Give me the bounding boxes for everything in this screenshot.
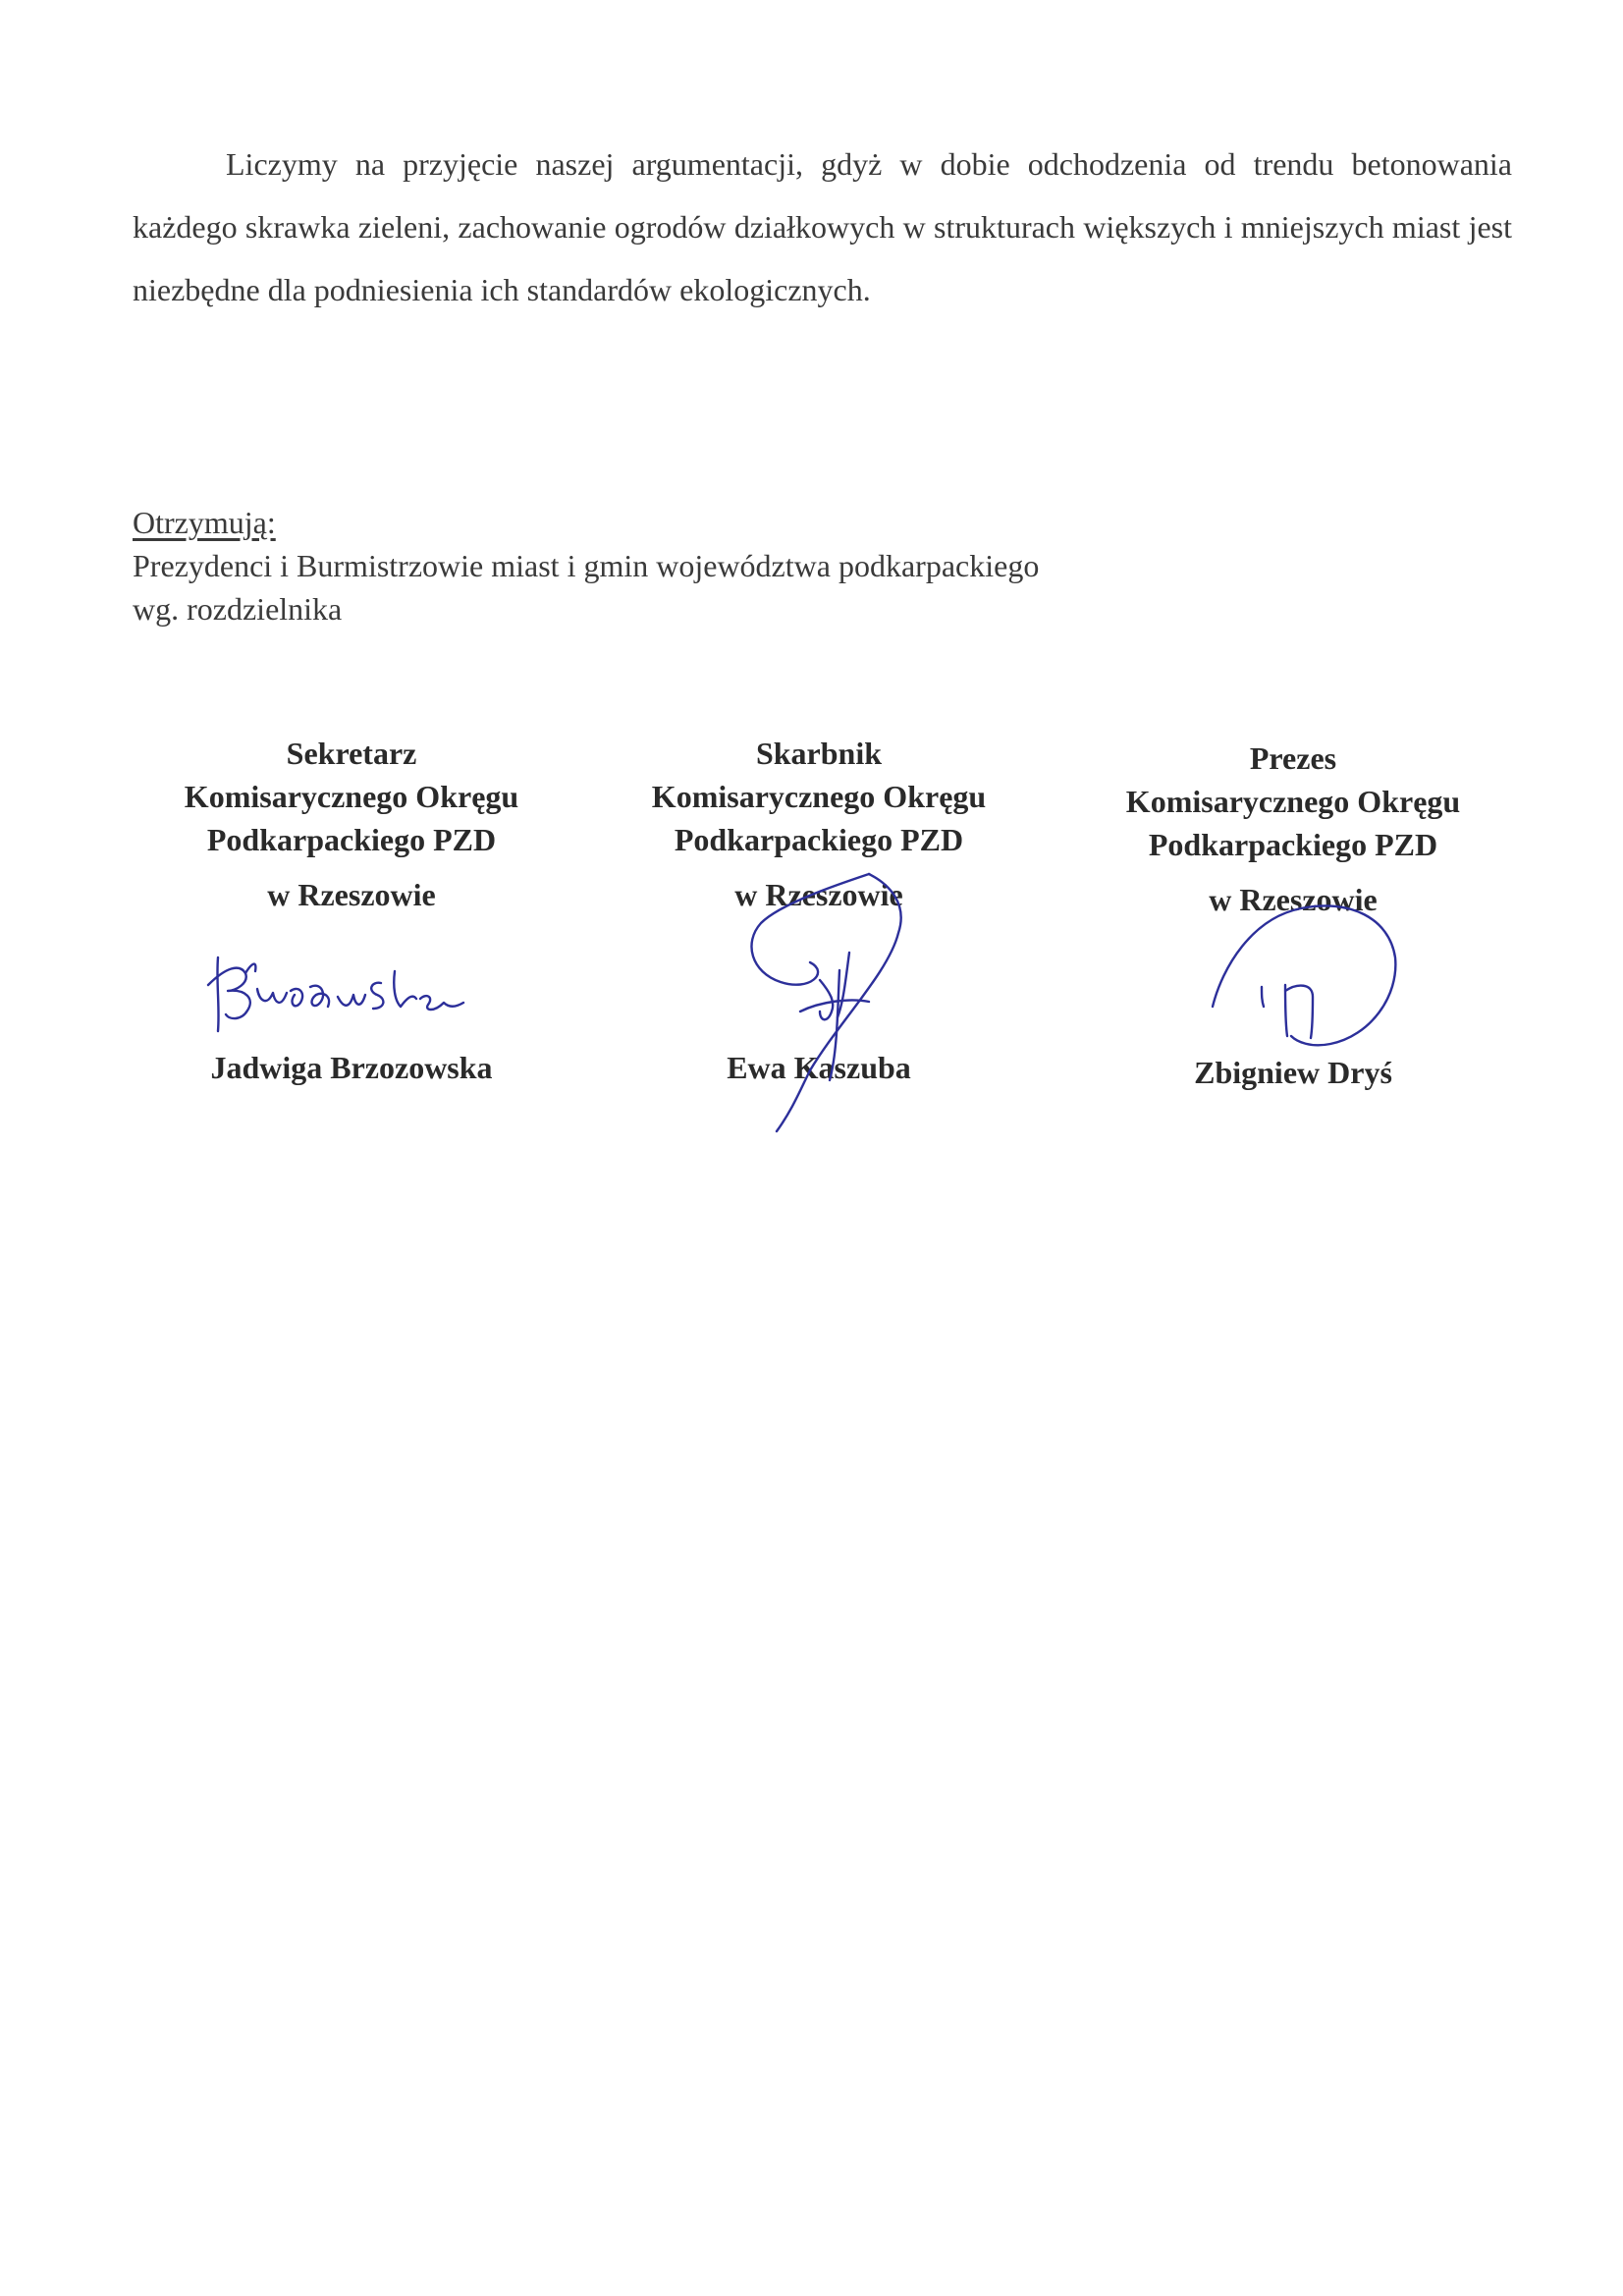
signatory-secretary xyxy=(121,732,582,1105)
recipients-section xyxy=(133,501,1039,630)
signatory-role: Prezes xyxy=(1249,740,1337,776)
recipients-distribution-note: wg. rozdzielnika xyxy=(133,591,343,627)
closing-paragraph: Liczymy na przyjęcie naszej argumentacji, gdyż w dobie odchodzenia od trendu betonowania każdego skrawka zieleni, zachowanie ogrodów działkowych w strukturach większych i mniejszych miast jest niezbędne dla podniesienia ich standardów ekologicznych. xyxy=(133,146,1512,307)
handwritten-signature-president xyxy=(1203,889,1409,1056)
signatory-city: w Rzeszowie xyxy=(734,877,903,912)
signatory-name: Ewa Kaszuba xyxy=(727,1050,911,1085)
signatory-city: w Rzeszowie xyxy=(267,877,436,912)
handwritten-signature-secretary xyxy=(206,938,491,1046)
recipients-heading: Otrzymują: xyxy=(133,505,276,540)
handwritten-signature-treasurer xyxy=(722,864,938,1139)
signatory-city: w Rzeszowie xyxy=(1209,882,1378,917)
signatory-name: Zbigniew Dryś xyxy=(1194,1055,1392,1090)
signatory-role: Skarbnik xyxy=(755,736,883,771)
signatory-org-line: Podkarpackiego PZD xyxy=(674,822,964,857)
signatory-org-line: Komisarycznego Okręgu xyxy=(1125,784,1461,819)
signatory-name: Jadwiga Brzozowska xyxy=(210,1050,493,1085)
signatory-role: Sekretarz xyxy=(286,736,417,771)
signatory-org-line: Komisarycznego Okręgu xyxy=(651,779,987,814)
signatory-org-line: Podkarpackiego PZD xyxy=(1148,827,1438,862)
signatory-org-line: Podkarpackiego PZD xyxy=(206,822,497,857)
recipients-line: Prezydenci i Burmistrzowie miast i gmin województwa podkarpackiego xyxy=(133,548,1040,583)
signatory-org-line: Komisarycznego Okręgu xyxy=(184,779,519,814)
